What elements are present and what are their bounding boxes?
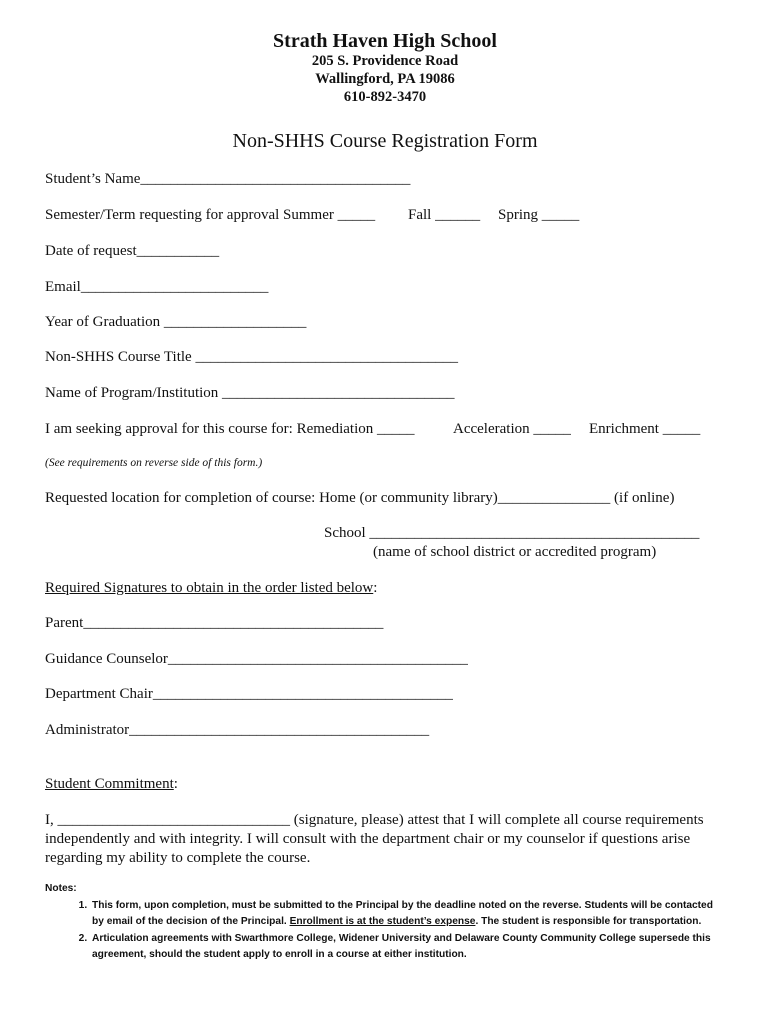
school-name: Strath Haven High School xyxy=(273,30,497,52)
student-name-field[interactable]: Student’s Name____________________________________ xyxy=(45,171,411,187)
note-1-expense: Enrollment is at the student’s expense xyxy=(289,916,476,927)
signatures-heading-text: Required Signatures to obtain in the order listed below xyxy=(45,580,374,596)
semester-fall-field[interactable]: Fall ______ xyxy=(408,207,481,223)
parent-signature-field[interactable]: Parent________________________________________ xyxy=(45,615,384,631)
note-item xyxy=(90,931,725,964)
school-field[interactable]: School ____________________________________________ xyxy=(324,525,700,541)
notes-list xyxy=(45,898,725,964)
signatures-heading-colon: : xyxy=(373,580,378,596)
chair-signature-field[interactable]: Department Chair________________________________________ xyxy=(45,686,453,702)
commitment-heading xyxy=(45,776,178,793)
counselor-signature-field[interactable]: Guidance Counselor________________________________________ xyxy=(45,651,468,667)
semester-summer-field[interactable]: Semester/Term requesting for approval Summer _____ xyxy=(45,207,376,223)
commitment-heading-text: Student Commitment xyxy=(45,776,174,792)
address-city: Wallingford, PA 19086 xyxy=(315,71,455,87)
commitment-heading-colon: : xyxy=(173,776,178,792)
note-2-text: Articulation agreements with Swarthmore College, Widener University and Delaware County Community College supersede this agreement, should the student apply to enroll in a course at either institution. xyxy=(92,932,711,960)
school-caption: (name of school district or accredited program) xyxy=(373,544,657,560)
commitment-statement[interactable]: I, _______________________________ (signature, please) attest that I will complete all course requirements independently and with integrity. I will consult with the department chair or my counselor if questions arise regarding my ability to complete the course. xyxy=(45,812,704,866)
notes-label: Notes: xyxy=(45,883,77,894)
enrichment-field[interactable]: Enrichment _____ xyxy=(589,421,701,437)
form-title: Non-SHHS Course Registration Form xyxy=(232,130,538,152)
note-item xyxy=(90,898,725,931)
note-1-text-c: . The student is responsible for transportation. xyxy=(475,916,702,927)
year-of-graduation-field[interactable]: Year of Graduation ___________________ xyxy=(45,314,307,330)
date-of-request-field[interactable]: Date of request___________ xyxy=(45,243,220,259)
course-title-field[interactable]: Non-SHHS Course Title ___________________________________ xyxy=(45,349,458,365)
note-1-text-a: This form, upon completion, must be submitted to the Principal by the deadline noted on the reverse. Students will be contacted by email of the decision of the Principal. xyxy=(92,899,713,927)
address-street: 205 S. Providence Road xyxy=(311,53,459,69)
phone-number: 610-892-3470 xyxy=(343,89,427,105)
location-field[interactable]: Requested location for completion of course: Home (or community library)_______________ (if online) xyxy=(45,490,675,506)
semester-spring-field[interactable]: Spring _____ xyxy=(498,207,580,223)
notes-section xyxy=(45,881,725,964)
signatures-heading xyxy=(45,580,377,597)
email-field[interactable]: Email_________________________ xyxy=(45,279,269,295)
acceleration-field[interactable]: Acceleration _____ xyxy=(453,421,571,437)
administrator-signature-field[interactable]: Administrator________________________________________ xyxy=(45,722,430,738)
requirements-note: (See requirements on reverse side of this form.) xyxy=(45,457,263,469)
remediation-field[interactable]: I am seeking approval for this course for: Remediation _____ xyxy=(45,421,415,437)
program-institution-field[interactable]: Name of Program/Institution _______________________________ xyxy=(45,385,455,401)
